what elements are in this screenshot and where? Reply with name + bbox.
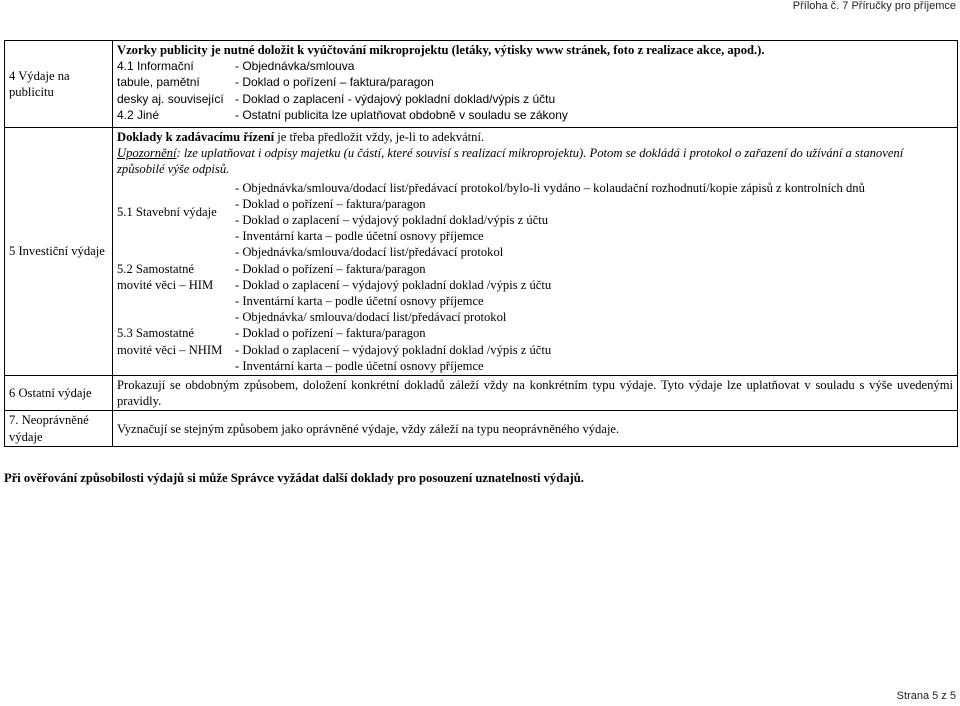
table-row-investicni xyxy=(5,128,958,376)
row-label-ostatni: 6 Ostatní výdaje xyxy=(5,376,113,411)
jine-label: 4.2 Jiné xyxy=(117,107,160,122)
investicni-doklady-rest: je třeba předložit vždy, je-li to adekvátní. xyxy=(274,130,485,144)
row-label-neopravnene: 7. Neoprávněné výdaje xyxy=(5,411,113,446)
upozorneni-text: : lze uplatňovat i odpisy majetku (u částí, které souvisí s realizací mikroprojektu). Potom se dokládá i protokol o zařazení do užívání a stanovení způsobilé výše odpisů. xyxy=(117,146,904,177)
page-footer: Strana 5 z 5 xyxy=(896,690,956,702)
stavebni-item-4: - Inventární karta – podle účetní osnovy příjemce xyxy=(235,229,484,244)
nhim-label xyxy=(117,325,235,357)
row-label-investicni: 5 Investiční výdaje xyxy=(5,128,113,376)
stavebni-label: 5.1 Stavební výdaje xyxy=(117,204,217,219)
investicni-doklady xyxy=(117,129,953,145)
informacni-label-3: desky aj. související xyxy=(117,91,224,106)
stavebni-item-2: - Doklad o pořízení – faktura/paragon xyxy=(235,196,426,211)
investicni-doklady-bold: Doklady k zadávacímu řízení xyxy=(117,130,275,144)
him-item-2: - Doklad o pořízení – faktura/paragon xyxy=(235,261,426,276)
nhim-item-1: - Objednávka/ smlouva/dodací list/předávací protokol xyxy=(235,310,507,325)
bottom-note: Při ověřování způsobilosti výdajů si může Správce vyžádat další doklady pro posouzení uznatelnosti výdajů. xyxy=(4,471,584,485)
informacni-item-3: - Doklad o zaplacení - výdajový pokladní doklad/výpis z účtu xyxy=(235,91,556,106)
him-block xyxy=(117,244,953,309)
row-content-investicni xyxy=(113,128,958,376)
table-row-ostatni xyxy=(5,376,958,411)
informacni-label-2: tabule, pamětní xyxy=(117,75,200,90)
stavebni-item-1: - Objednávka/smlouva/dodací list/předávací protokol/bylo-li vydáno – kolaudační rozhodnutí/kopie zápisů z kontrolních dnů xyxy=(235,180,865,195)
table-row-publicity xyxy=(5,41,958,128)
him-item-3: - Doklad o zaplacení – výdajový pokladní doklad /výpis z účtu xyxy=(235,277,552,292)
upozorneni-label: Upozornění xyxy=(117,146,177,161)
row-content-ostatni: Prokazují se obdobným způsobem, doložení konkrétní dokladů záleží vždy na konkrétním typu výdaje. Tyto výdaje lze uplatňovat v souladu s výše uvedenými pravidly. xyxy=(113,376,958,411)
him-label xyxy=(117,261,235,293)
table-row-neopravnene xyxy=(5,411,958,446)
expense-documents-table xyxy=(4,40,958,447)
him-item-4: - Inventární karta – podle účetní osnovy příjemce xyxy=(235,294,484,309)
row-label-publicity: 4 Výdaje na publicitu xyxy=(5,41,113,128)
row-content-neopravnene: Vyznačují se stejným způsobem jako oprávněné výdaje, vždy záleží na typu neoprávněného výdaje. xyxy=(113,411,958,446)
nhim-item-2: - Doklad o pořízení – faktura/paragon xyxy=(235,326,426,341)
publicity-informacni-block xyxy=(117,58,953,123)
informacni-item-1: - Objednávka/smlouva xyxy=(235,59,355,74)
nhim-block xyxy=(117,309,953,374)
page-header: Příloha č. 7 Příručky pro příjemce xyxy=(792,0,956,12)
stavebni-block xyxy=(117,180,953,245)
publicity-intro: Vzorky publicity je nutné doložit k vyúčtování mikroprojektu (letáky, výtisky www stránek, foto z realizace akce, apod.). xyxy=(117,43,765,57)
him-label-2: movité věci – HIM xyxy=(117,277,214,292)
him-item-1: - Objednávka/smlouva/dodací list/předávací protokol xyxy=(235,245,504,260)
informacni-label-1: 4.1 Informační xyxy=(117,59,194,74)
row-content-publicity xyxy=(113,41,958,128)
nhim-item-4: - Inventární karta – podle účetní osnovy příjemce xyxy=(235,358,484,373)
him-label-1: 5.2 Samostatné xyxy=(117,261,194,276)
nhim-label-1: 5.3 Samostatné xyxy=(117,326,194,341)
jine-item-1: - Ostatní publicita lze uplatňovat obdobně v souladu se zákony xyxy=(235,107,568,122)
nhim-label-2: movité věci – NHIM xyxy=(117,342,223,357)
stavebni-item-3: - Doklad o zaplacení – výdajový pokladní doklad/výpis z účtu xyxy=(235,213,549,228)
nhim-item-3: - Doklad o zaplacení – výdajový pokladní doklad /výpis z účtu xyxy=(235,342,552,357)
informacni-item-2: - Doklad o pořízení – faktura/paragon xyxy=(235,75,434,90)
investicni-upozorneni xyxy=(117,145,953,177)
